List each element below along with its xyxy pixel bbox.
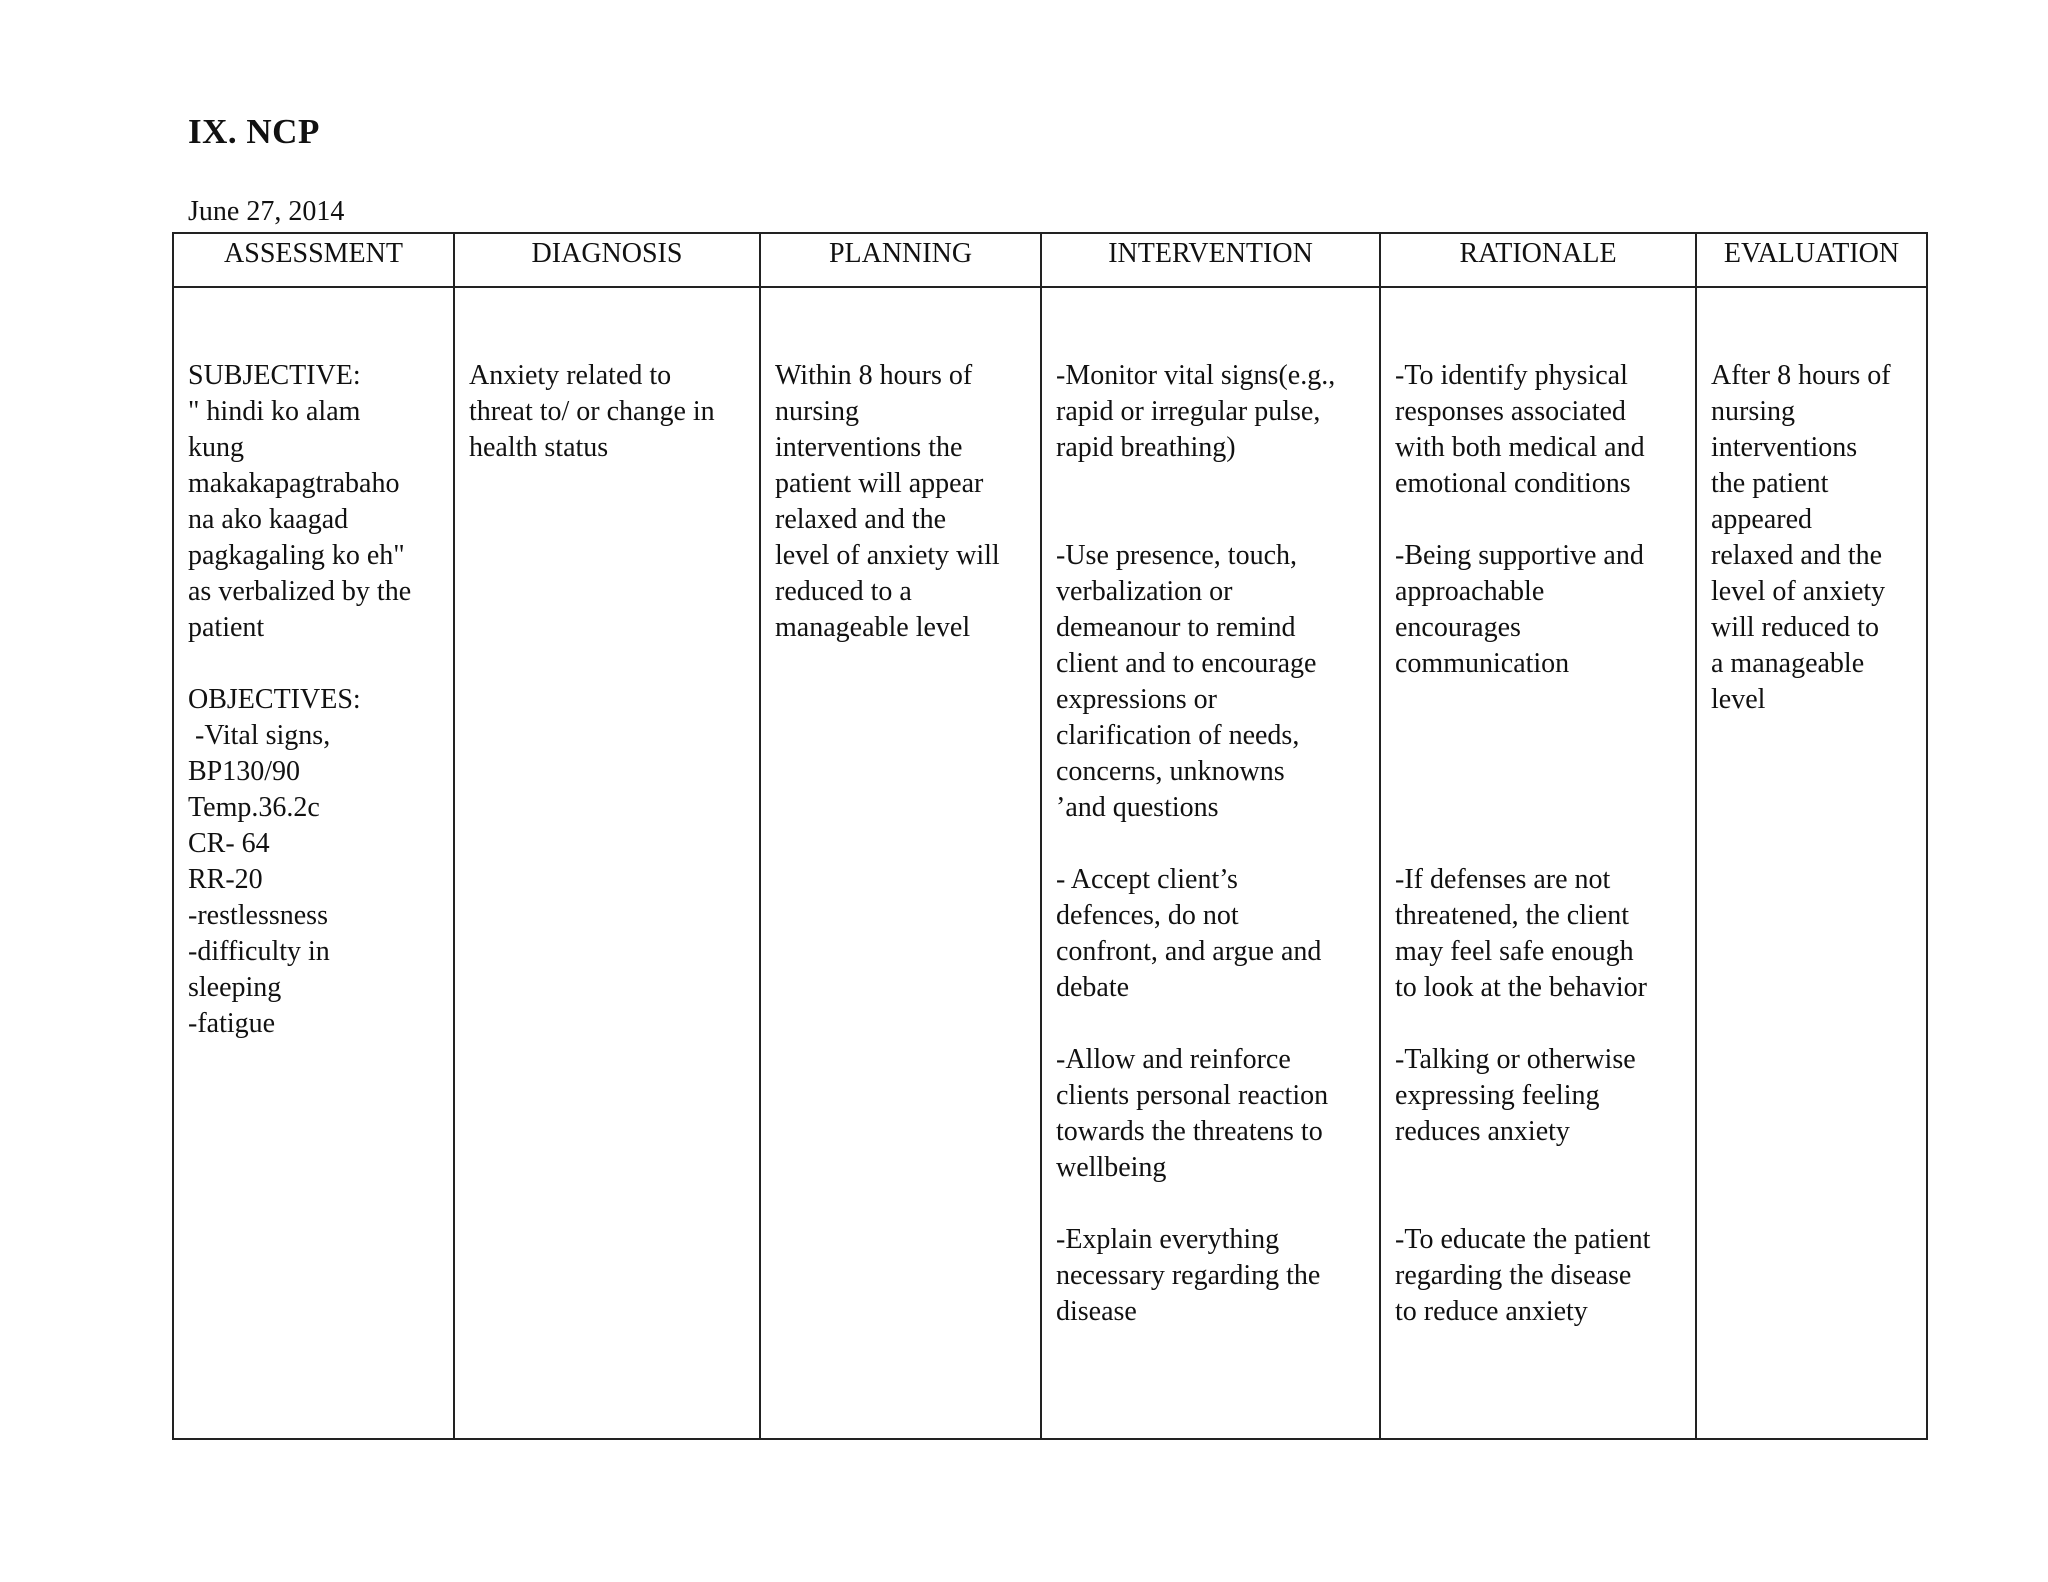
objective-line: CR- 64 [188, 828, 270, 859]
planning-line: patient will appear [775, 468, 984, 499]
subjective-line: makakapagtrabaho [188, 468, 400, 499]
intervention-line: client and to encourage [1056, 648, 1317, 679]
planning-line: level of anxiety will [775, 540, 1000, 571]
objective-line: BP130/90 [188, 756, 301, 787]
objective-line: RR-20 [188, 864, 263, 895]
intervention-line: -Use presence, touch, [1056, 540, 1298, 571]
subjective-label: SUBJECTIVE: [188, 360, 361, 391]
intervention-line: concerns, unknowns [1056, 756, 1285, 787]
assessment-cell [173, 287, 454, 1439]
intervention-line: defences, do not [1056, 900, 1239, 931]
rationale-line: -To identify physical [1395, 360, 1628, 391]
rationale-line: -If defenses are not [1395, 864, 1611, 895]
rationale-line: with both medical and [1395, 432, 1645, 463]
objective-line: Temp.36.2c [188, 792, 320, 823]
evaluation-line: After 8 hours of [1711, 360, 1891, 391]
evaluation-line: level [1711, 684, 1766, 715]
planning-line: interventions the [775, 432, 963, 463]
intervention-line: clarification of needs, [1056, 720, 1300, 751]
intervention-line: rapid breathing) [1056, 432, 1236, 463]
evaluation-line: nursing [1711, 396, 1795, 427]
planning-line: Within 8 hours of [775, 360, 973, 391]
intervention-line: -Allow and reinforce [1056, 1044, 1291, 1075]
subjective-line: kung [188, 432, 244, 463]
evaluation-line: will reduced to [1711, 612, 1879, 643]
rationale-line: regarding the disease [1395, 1260, 1632, 1291]
rationale-line: responses associated [1395, 396, 1626, 427]
diagnosis-line: health status [469, 432, 609, 463]
intervention-line: -Explain everything [1056, 1224, 1280, 1255]
intervention-line: wellbeing [1056, 1152, 1167, 1183]
rationale-line: communication [1395, 648, 1570, 679]
intervention-line: disease [1056, 1296, 1137, 1327]
rationale-line: emotional conditions [1395, 468, 1631, 499]
rationale-line: -To educate the patient [1395, 1224, 1651, 1255]
rationale-line: to reduce anxiety [1395, 1296, 1588, 1327]
evaluation-line: a manageable [1711, 648, 1865, 679]
diagnosis-cell [454, 287, 760, 1439]
objective-line: -Vital signs, [188, 720, 331, 751]
subjective-line: as verbalized by the [188, 576, 412, 607]
intervention-line: - Accept client’s [1056, 864, 1238, 895]
intervention-line: debate [1056, 972, 1130, 1003]
evaluation-line: relaxed and the [1711, 540, 1883, 571]
rationale-line: approachable [1395, 576, 1545, 607]
page-date: June 27, 2014 [188, 196, 345, 227]
intervention-line: rapid or irregular pulse, [1056, 396, 1321, 427]
table-header-row [173, 233, 1927, 287]
intervention-line: expressions or [1056, 684, 1217, 715]
objective-line: sleeping [188, 972, 282, 1003]
planning-line: relaxed and the [775, 504, 947, 535]
intervention-cell [1041, 287, 1380, 1439]
intervention-line: necessary regarding the [1056, 1260, 1321, 1291]
header-diagnosis: DIAGNOSIS [454, 233, 760, 287]
diagnosis-line: Anxiety related to [469, 360, 672, 391]
table-row [173, 287, 1927, 1439]
intervention-line: demeanour to remind [1056, 612, 1296, 643]
header-planning: PLANNING [760, 233, 1041, 287]
rationale-line: reduces anxiety [1395, 1116, 1570, 1147]
intervention-line: confront, and argue and [1056, 936, 1322, 967]
rationale-line: encourages [1395, 612, 1521, 643]
evaluation-line: the patient [1711, 468, 1829, 499]
subjective-line: na ako kaagad [188, 504, 349, 535]
rationale-line: expressing feeling [1395, 1080, 1600, 1111]
subjective-line: " hindi ko alam [188, 396, 361, 427]
evaluation-line: level of anxiety [1711, 576, 1886, 607]
planning-line: nursing [775, 396, 859, 427]
intervention-line: towards the threatens to [1056, 1116, 1323, 1147]
rationale-line: threatened, the client [1395, 900, 1629, 931]
intervention-line: -Monitor vital signs(e.g., [1056, 360, 1336, 391]
rationale-line: -Being supportive and [1395, 540, 1644, 571]
objective-line: -fatigue [188, 1008, 276, 1039]
header-rationale: RATIONALE [1380, 233, 1696, 287]
planning-line: reduced to a [775, 576, 912, 607]
planning-line: manageable level [775, 612, 971, 643]
diagnosis-line: threat to/ or change in [469, 396, 715, 427]
intervention-line: verbalization or [1056, 576, 1233, 607]
header-evaluation: EVALUATION [1696, 233, 1927, 287]
evaluation-line: interventions [1711, 432, 1858, 463]
subjective-line: patient [188, 612, 265, 643]
evaluation-line: appeared [1711, 504, 1813, 535]
rationale-line: to look at the behavior [1395, 972, 1647, 1003]
header-intervention: INTERVENTION [1041, 233, 1380, 287]
intervention-line: ’and questions [1056, 792, 1219, 823]
objective-line: -difficulty in [188, 936, 330, 967]
page-title: IX. NCP [188, 112, 320, 151]
header-assessment: ASSESSMENT [173, 233, 454, 287]
ncp-table [172, 232, 1928, 1440]
planning-cell [760, 287, 1041, 1439]
rationale-line: may feel safe enough [1395, 936, 1634, 967]
rationale-cell [1380, 287, 1696, 1439]
rationale-line: -Talking or otherwise [1395, 1044, 1636, 1075]
objective-line: -restlessness [188, 900, 328, 931]
subjective-line: pagkagaling ko eh" [188, 540, 405, 571]
objectives-label: OBJECTIVES: [188, 684, 361, 715]
intervention-line: clients personal reaction [1056, 1080, 1329, 1111]
evaluation-cell [1696, 287, 1927, 1439]
